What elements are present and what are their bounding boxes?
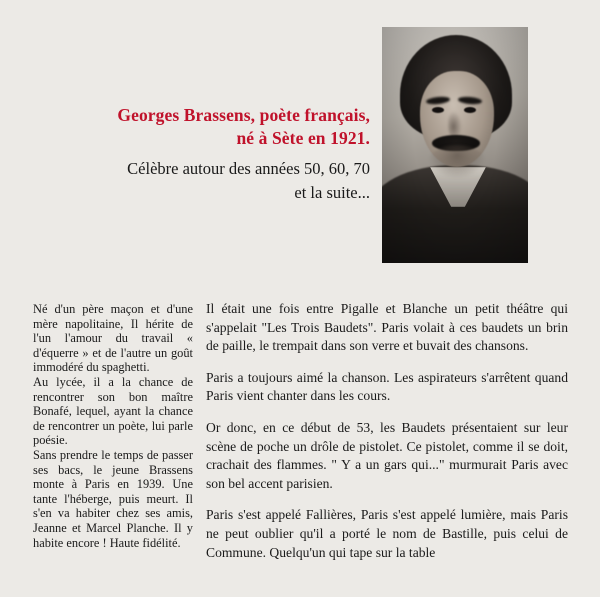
- page-title-line-2: né à Sète en 1921.: [236, 128, 370, 148]
- page-title-line-1: Georges Brassens, poète français,: [117, 105, 370, 125]
- right-text-column: [206, 300, 568, 562]
- title-block: [40, 104, 370, 205]
- page-subtitle-line-1: Célèbre autour des années 50, 60, 70: [127, 159, 370, 178]
- page-title: [40, 104, 370, 150]
- page-subtitle: [40, 157, 370, 205]
- body-columns: [0, 292, 600, 597]
- paragraph: Né d'un père maçon et d'une mère napolitaine, Il hérite de l'un l'amour du travail « d'équerre » et de l'autre un goût immodéré du spaghetti.: [33, 302, 193, 375]
- paragraph: Il était une fois entre Pigalle et Blanche un petit théâtre qui s'appelait "Les Trois Baudets". Paris volait à ces baudets un brin de paille, le trempait dans son verre et buvait des chansons.: [206, 301, 568, 354]
- left-text-column: [33, 302, 193, 550]
- header-section: [0, 0, 600, 285]
- paragraph: Sans prendre le temps de passer ses bacs, le jeune Brassens monte à Paris en 1939. Une tante l'héberge, puis meurt. Il s'en va habiter chez ses amis, Jeanne et Marcel Planche. Il y habite encore ! Haute fidélité.: [33, 447, 193, 550]
- portrait-vignette: [382, 27, 528, 263]
- paragraph: Paris a toujours aimé la chanson. Les aspirateurs s'arrêtent quand Paris vient chanter dans les cours.: [206, 369, 568, 404]
- paragraph: Paris s'est appelé Fallières, Paris s'est appelé lumière, mais Paris ne peut oublier qu'il a porté le nom de Bastille, puis celui de Commune. Quelqu'un qui tape sur la table: [206, 507, 568, 560]
- paragraph: Au lycée, il a la chance de rencontrer son bon maître Bonafé, lequel, ayant la chance de rencontrer un poète, lui parle poésie.: [33, 374, 193, 448]
- portrait-photo: [382, 27, 528, 263]
- page-subtitle-line-2: et la suite...: [294, 183, 370, 202]
- paragraph: Or donc, en ce début de 53, les Baudets présentaient sur leur scène de poche un drôle de pistolet. Ce pistolet, comme il se doit, crachait des flammes. " Y a un gars qui..." murmurait Paris avec son bel accent parisien.: [206, 419, 568, 491]
